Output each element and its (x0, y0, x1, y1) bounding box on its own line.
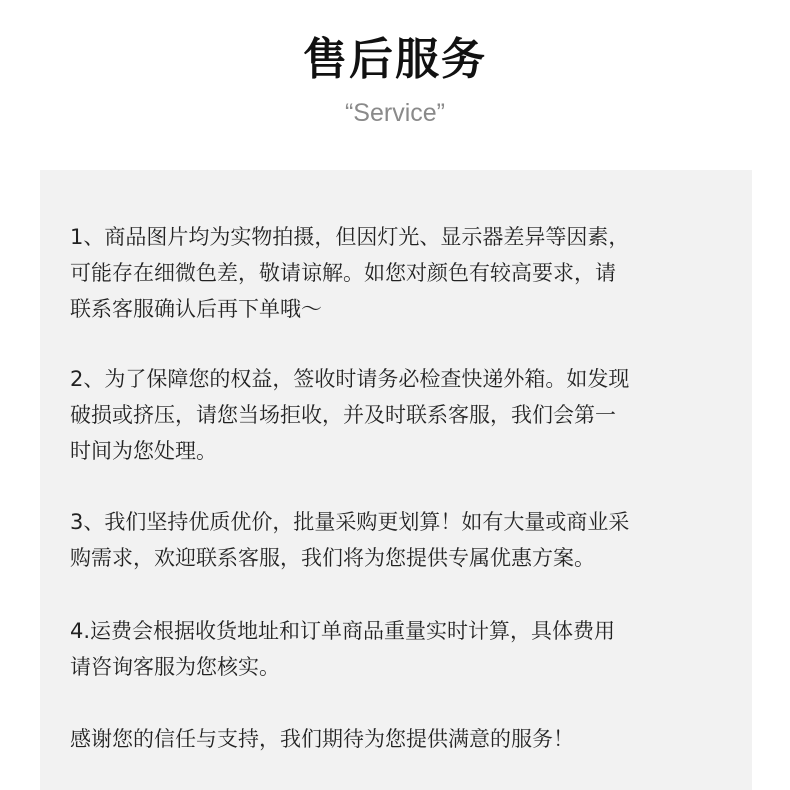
page-title: 售后服务 (303, 34, 487, 85)
service-note-thanks: 感谢您的信任与支持，我们期待为您提供满意的服务！ (70, 727, 574, 751)
service-info-panel (40, 170, 752, 790)
service-note-delivery-check: 2、为了保障您的权益，签收时请务必检查快递外箱。如发现 破损或挤压，请您当场拒收，并及时联系客服，我们会第一 时间为您处理。 (70, 367, 630, 463)
service-note-bulk-purchase: 3、我们坚持优质优价，批量采购更划算！如有大量或商业采 购需求，欢迎联系客服，我们将为您提供专属优惠方案。 (70, 510, 630, 570)
page-subtitle: “Service” (344, 99, 445, 127)
service-note-shipping-fee: 4.运费会根据收货地址和订单商品重量实时计算，具体费用 请咨询客服为您核实。 (70, 619, 616, 679)
service-note-product-photos: 1、商品图片均为实物拍摄，但因灯光、显示器差异等因素， 可能存在细微色差，敬请谅解。如您对颜色有较高要求，请 联系客服确认后再下单哦～ (70, 225, 630, 321)
